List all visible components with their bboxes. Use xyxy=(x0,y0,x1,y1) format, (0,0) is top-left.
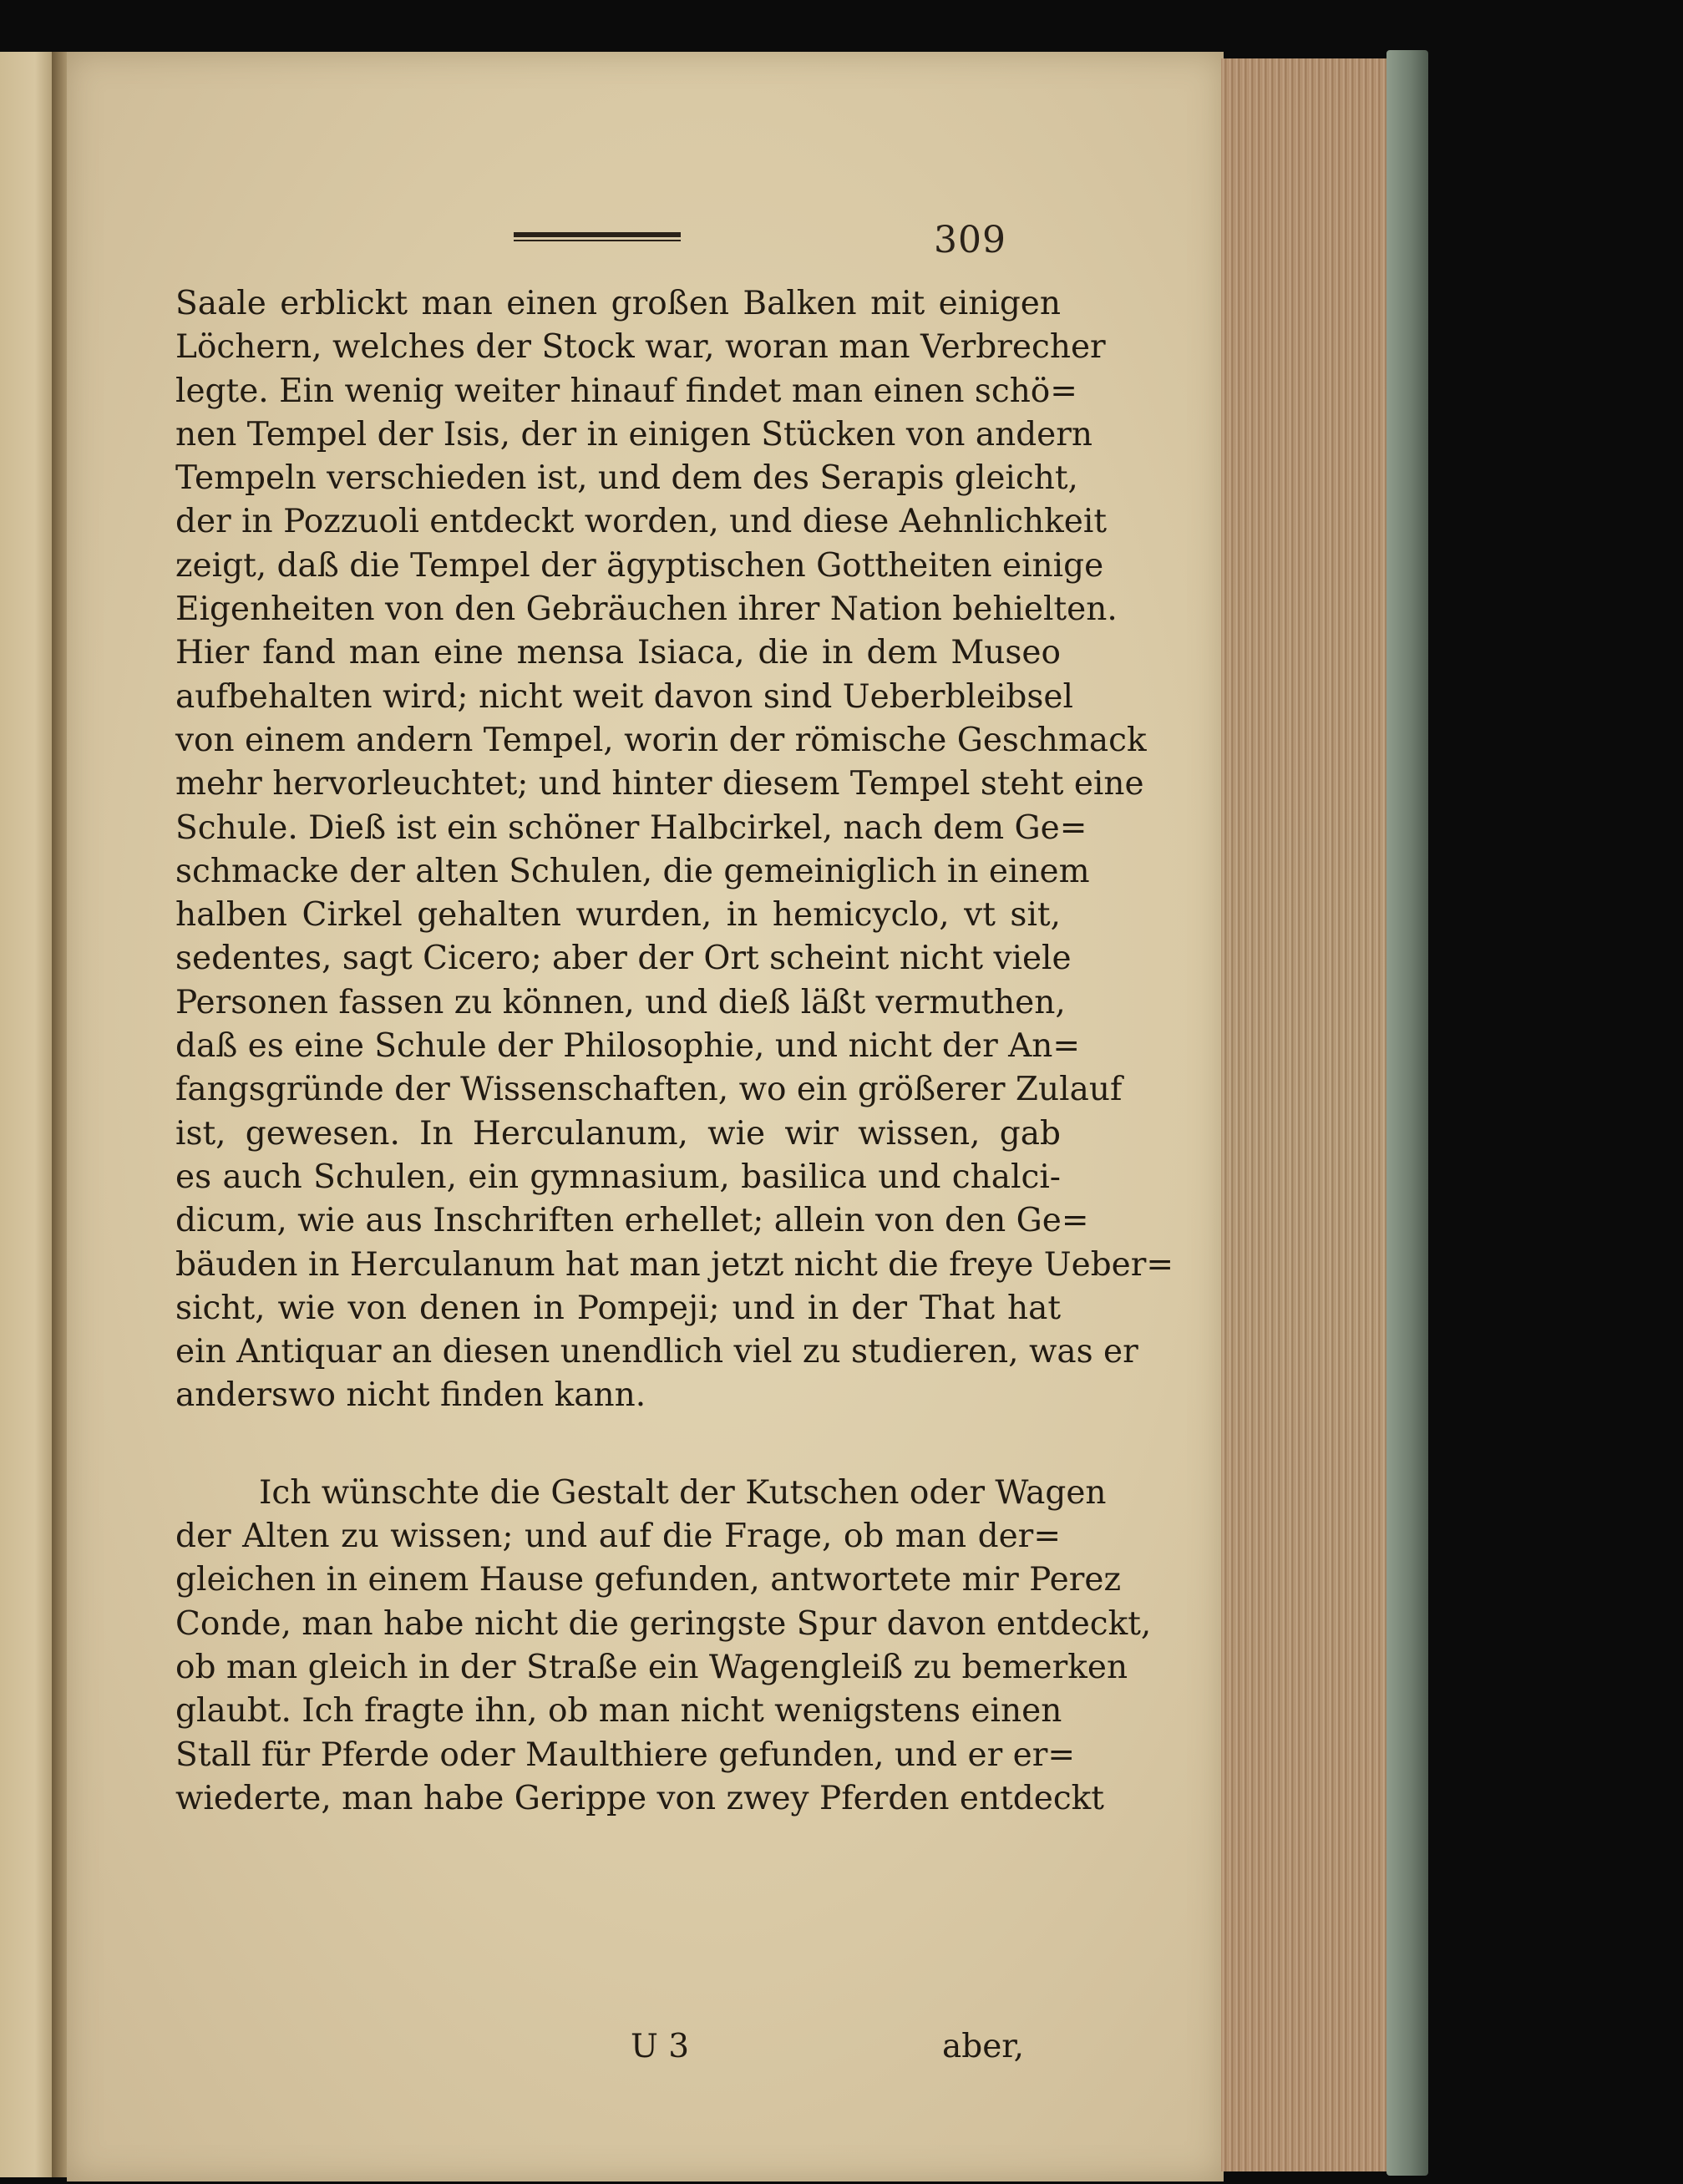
facing-page-edge xyxy=(0,52,58,2177)
text-line: Tempeln verschieden ist, und dem des Serapis gleicht, xyxy=(175,459,1078,498)
header-rule xyxy=(514,232,681,244)
text-line: es auch Schulen, ein gymnasium, basilica und chalci- xyxy=(175,1158,1061,1196)
page-edges xyxy=(1221,58,1405,2171)
text-line: zeigt, daß die Tempel der ägyptischen Gottheiten einige xyxy=(175,546,1104,585)
text-line: Saale erblickt man einen großen Balken mit einigen xyxy=(175,285,1061,322)
text-line: Conde, man habe nicht die geringste Spur davon entdeckt, xyxy=(175,1604,1152,1643)
text-line: Ich wünschte die Gestalt der Kutschen oder Wagen xyxy=(259,1473,1107,1512)
text-line: der Alten zu wissen; und auf die Frage, ob man der= xyxy=(175,1518,1061,1556)
paragraph-gap xyxy=(175,1418,1061,1472)
text-line: von einem andern Tempel, worin der römische Geschmack xyxy=(175,721,1147,759)
text-line: ob man gleich in der Straße ein Wagengleiß zu bemerken xyxy=(175,1648,1128,1686)
book-cover-edge xyxy=(1386,50,1428,2176)
text-line: schmacke der alten Schulen, die gemeiniglich in einem xyxy=(175,852,1090,890)
text-line: Eigenheiten von den Gebräuchen ihrer Nation behielten. xyxy=(175,590,1118,629)
paragraph xyxy=(175,1472,1152,1821)
text-line: Schule. Dieß ist ein schöner Halbcirkel, nach dem Ge= xyxy=(175,808,1087,847)
text-line: Löchern, welches der Stock war, woran man Verbrecher xyxy=(175,328,1106,367)
page-number: 309 xyxy=(934,219,1006,261)
signature-mark: U 3 xyxy=(631,2028,690,2065)
text-line: nen Tempel der Isis, der in einigen Stücken von andern xyxy=(175,415,1093,454)
text-line: Hier fand man eine mensa Isiaca, die in dem Museo xyxy=(175,634,1061,672)
text-line: der in Pozzuoli entdeckt worden, und diese Aehnlichkeit xyxy=(175,503,1108,541)
text-line: legte. Ein wenig weiter hinauf findet man einen schö= xyxy=(175,372,1077,410)
text-line: ist, gewesen. In Herculanum, wie wir wissen, gab xyxy=(175,1114,1061,1153)
text-line: anderswo nicht finden kann. xyxy=(175,1376,646,1415)
text-line: aufbehalten wird; nicht weit davon sind Ueberbleibsel xyxy=(175,677,1073,716)
text-line: sedentes, sagt Cicero; aber der Ort scheint nicht viele xyxy=(175,940,1072,978)
text-line: halben Cirkel gehalten wurden, in hemicyclo, vt sit, xyxy=(175,896,1061,935)
text-line: wiederte, man habe Gerippe von zwey Pferden entdeckt xyxy=(175,1779,1104,1817)
text-line: gleichen in einem Hause gefunden, antwortete mir Perez xyxy=(175,1561,1121,1599)
text-line: ein Antiquar an diesen unendlich viel zu studieren, was er xyxy=(175,1333,1138,1371)
text-line: Stall für Pferde oder Maulthiere gefunden, und er er= xyxy=(175,1736,1076,1774)
paragraph xyxy=(175,282,1174,1418)
catchword: aber, xyxy=(942,2028,1025,2065)
text-line: bäuden in Herculanum hat man jetzt nicht die freye Ueber= xyxy=(175,1245,1174,1284)
text-line: sicht, wie von denen in Pompeji; und in der That hat xyxy=(175,1289,1061,1327)
text-line: Personen fassen zu können, und dieß läßt vermuthen, xyxy=(175,983,1066,1021)
text-line: dicum, wie aus Inschriften erhellet; allein von den Ge= xyxy=(175,1202,1089,1240)
body-text xyxy=(175,282,1174,1821)
text-line: mehr hervorleuchtet; und hinter diesem Tempel steht eine xyxy=(175,765,1144,803)
text-line: glaubt. Ich fragte ihn, ob man nicht wenigstens einen xyxy=(175,1692,1062,1730)
text-line: daß es eine Schule der Philosophie, und nicht der An= xyxy=(175,1027,1081,1066)
text-line: fangsgründe der Wissenschaften, wo ein größerer Zulauf xyxy=(175,1071,1123,1109)
